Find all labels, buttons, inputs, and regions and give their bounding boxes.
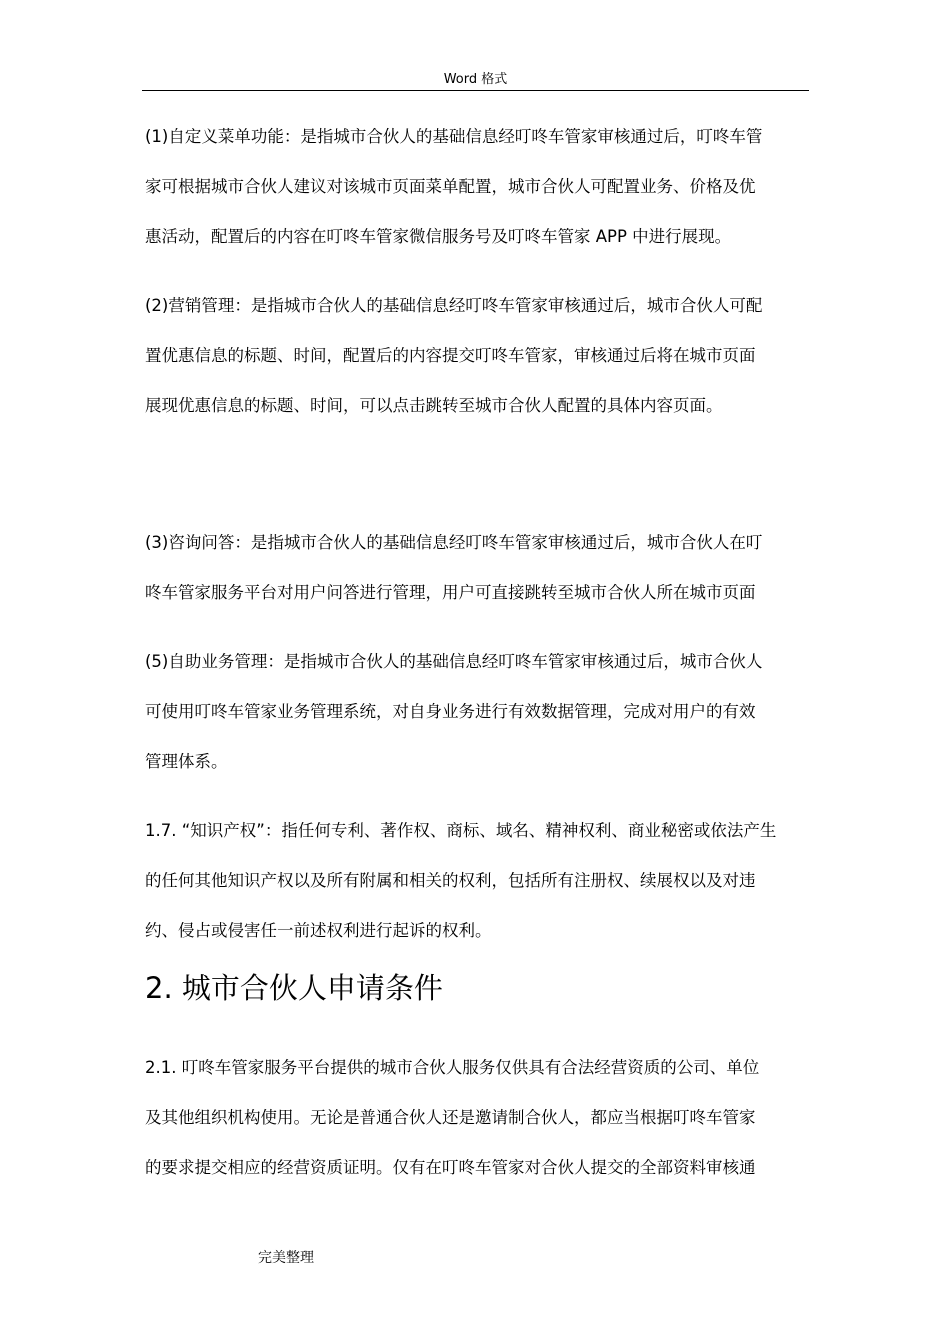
paragraph-self-service	[145, 637, 810, 787]
text-line: 家可根据城市合伙人建议对该城市页面菜单配置，城市合伙人可配置业务、价格及优	[145, 177, 756, 196]
text-line: 的要求提交相应的经营资质证明。仅有在叮咚车管家对合伙人提交的全部资料审核通	[145, 1158, 756, 1177]
text-line: 咚车管家服务平台对用户问答进行管理，用户可直接跳转至城市合伙人所在城市页面	[145, 583, 756, 602]
text-line: 展现优惠信息的标题、时间，可以点击跳转至城市合伙人配置的具体内容页面。	[145, 396, 723, 415]
text-line: (3)咨询问答：是指城市合伙人的基础信息经叮咚车管家审核通过后，城市合伙人在叮	[145, 533, 763, 552]
text-line: 1.7. “知识产权”：指任何专利、著作权、商标、域名、精神权利、商业秘密或依法产生	[145, 821, 777, 840]
paragraph-ip-definition	[145, 806, 810, 956]
paragraph-marketing	[145, 281, 810, 431]
paragraph-qa	[145, 518, 810, 618]
text-line: 管理体系。	[145, 752, 228, 771]
text-line: 可使用叮咚车管家业务管理系统，对自身业务进行有效数据管理，完成对用户的有效	[145, 702, 756, 721]
text-line: 惠活动，配置后的内容在叮咚车管家微信服务号及叮咚车管家 APP 中进行展现。	[145, 227, 732, 246]
text-line: 约、侵占或侵害任一前述权利进行起诉的权利。	[145, 921, 492, 940]
text-line: 及其他组织机构使用。无论是普通合伙人还是邀请制合伙人，都应当根据叮咚车管家	[145, 1108, 756, 1127]
text-line: (5)自助业务管理：是指城市合伙人的基础信息经叮咚车管家审核通过后，城市合伙人	[145, 652, 763, 671]
section-heading: 2. 城市合伙人申请条件	[145, 971, 443, 1005]
page-header: Word 格式	[142, 70, 809, 91]
text-line: 置优惠信息的标题、时间，配置后的内容提交叮咚车管家，审核通过后将在城市页面	[145, 346, 756, 365]
text-line: (2)营销管理：是指城市合伙人的基础信息经叮咚车管家审核通过后，城市合伙人可配	[145, 296, 763, 315]
paragraph-requirements	[145, 1043, 810, 1193]
page-footer: 完美整理	[258, 1250, 314, 1266]
text-line: 的任何其他知识产权以及所有附属和相关的权利，包括所有注册权、续展权以及对违	[145, 871, 756, 890]
text-line: (1)自定义菜单功能：是指城市合伙人的基础信息经叮咚车管家审核通过后，叮咚车管	[145, 127, 763, 146]
text-line: 2.1. 叮咚车管家服务平台提供的城市合伙人服务仅供具有合法经营资质的公司、单位	[145, 1058, 760, 1077]
paragraph-custom-menu	[145, 112, 810, 262]
